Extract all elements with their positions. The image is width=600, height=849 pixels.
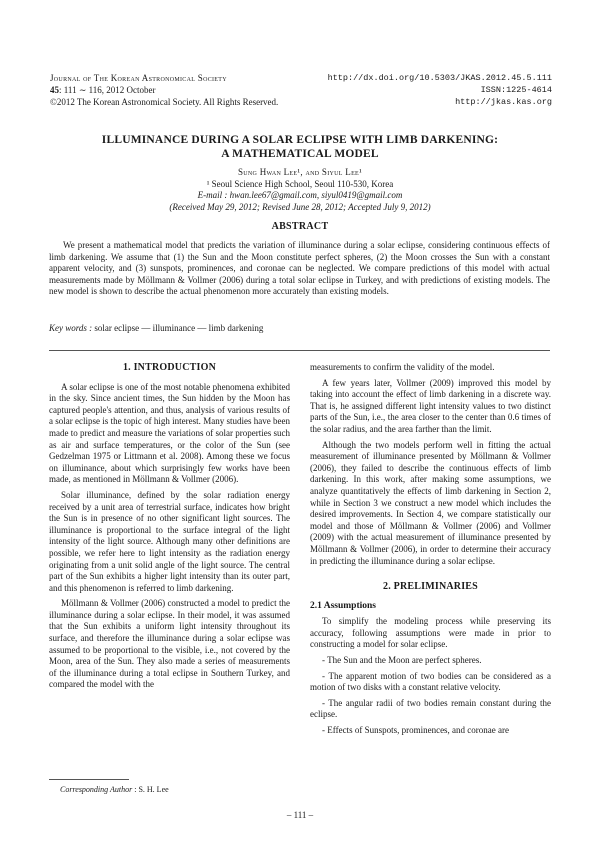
author-block: [40, 167, 560, 213]
footnote-text: : S. H. Lee: [134, 785, 169, 794]
author-names: Sung Hwan Lee¹, and Siyul Lee¹: [237, 167, 363, 177]
keywords-label: Key words :: [49, 323, 93, 333]
volume-number: 45: [50, 85, 59, 95]
copyright-line: ©2012 The Korean Astronomical Society. All Rights Reserved.: [50, 97, 279, 107]
subsection-heading-assumptions: 2.1 Assumptions: [310, 600, 376, 611]
intro-paragraph-3: Möllmann & Vollmer (2006) constructed a model to predict the illuminance during a solar eclipse. In their model, it was assumed that the Sun exhibits a uniform light intensity throughout its surface, and therefore the illuminance during a solar eclipse was assumed to be proportional to the visible, i.e., not covered by the Moon, area of the Sun. They also made a series of measurements of the illuminance during a total eclipse in Southern Turkey, and compared the model with the: [49, 598, 290, 690]
assumption-item: - The Sun and the Moon are perfect spheres.: [322, 655, 482, 666]
assumption-item: - Effects of Sunspots, prominences, and coronae are: [322, 725, 510, 736]
keywords: [49, 323, 550, 333]
intro-paragraph-5: A few years later, Vollmer (2009) improved this model by taking into account the effect of limb darkening in a discrete way. That is, he assigned different light intensity values to two distinct parts of the Sun, i.e., the area closer to the center than 0.6 times of the solar radius, and the area farther than the limit.: [310, 377, 551, 434]
intro-paragraph-6: Although the two models perform well in fitting the actual measurement of illuminance presented by Möllmann & Vollmer (2006), they failed to describe the continuous effects of limb darkening. In this work, after making some assumptions, we analyze quantitatively the effects of limb darkening in Section 2, while in Section 3 we construct a new model which includes the desired improvements. In Section 4, we compare statistically our model and those of Möllmann & Vollmer (2006) and Vollmer (2009) with the actual measurement of illuminance presented by Möllmann & Vollmer (2006), in order to determine their accuracy in predicting the illuminance during a solar eclipse.: [310, 439, 551, 566]
doi-link[interactable]: http://dx.doi.org/10.5303/JKAS.2012.45.5.111: [327, 73, 552, 83]
assumptions-intro: To simplify the modeling process while preserving its accuracy, following assumptions were made in prior to constructing a model for solar eclipse.: [310, 616, 551, 650]
journal-name: Journal of The Korean Astronomical Society: [50, 73, 227, 83]
title-line-1: ILLUMINANCE DURING A SOLAR ECLIPSE WITH LIMB DARKENING:: [101, 134, 499, 146]
journal-identifiers: [328, 72, 552, 108]
footnote-label: Corresponding Author: [60, 785, 133, 794]
volume-pages: : 111 ∼ 116, 2012 October: [59, 85, 156, 95]
email-line: E-mail : hwan.lee67@gmail.com, siyul0419@gmail.com: [197, 190, 403, 200]
section-heading-preliminaries: 2. PRELIMINARIES: [383, 581, 478, 593]
journal-header: [50, 72, 278, 108]
intro-paragraph-1: A solar eclipse is one of the most notable phenomena exhibited in the sky. Since ancient times, the Sun hidden by the Moon has captured people's attention, and thus, analysis of various results of a solar eclipse is the topic of high interest. Many studies have been made to predict and measure the variations of solar properties such as air and surface temperatures, or the color of the Sun (see Gedzelman 1975 or Littmann et al. 2008). Among these we focus on illuminance, about which surprisingly few works have been made, as mentioned in Möllmann & Vollmer (2006).: [49, 381, 290, 485]
keywords-text: solar eclipse — illuminance — limb darkening: [94, 323, 264, 333]
affiliation: ¹ Seoul Science High School, Seoul 110-530, Korea: [206, 178, 394, 189]
footnote: [60, 785, 169, 794]
page-number: – 111 –: [286, 810, 314, 820]
title-line-2: A MATHEMATICAL MODEL: [221, 148, 379, 160]
header-divider: [49, 350, 550, 351]
footnote-divider: [49, 779, 129, 780]
journal-volume: [50, 84, 278, 96]
assumption-item: - The angular radii of two bodies remain constant during the eclipse.: [310, 697, 551, 720]
left-column: [49, 362, 290, 695]
intro-paragraph-2: Solar illuminance, defined by the solar radiation energy received by a unit area of terrestrial surface, indicates how bright the Sun is in presence of no other significant light sources. The illuminance is proportional to the surface integral of the light intensity of the light source. Although many other definitions are possible, we refer here to light intensity as the radiation energy originating from a unit solid angle of the light source. The central part of the Sun exhibits a higher light intensity than its outer part, and this phenomenon is referred to limb darkening.: [49, 489, 290, 593]
abstract-text: We present a mathematical model that predicts the variation of illuminance during a solar eclipse, considering continuous effects of limb darkening. We assume that (1) the Sun and the Moon constitute perfect spheres, (2) the Moon crosses the Sun with a constant apparent velocity, and (3) sunspots, prominences, and coronae can be neglected. We compare predictions of this model with actual measurements made by Möllmann & Vollmer (2006) during a total solar eclipse in Turkey, and with predictions of existing models. The new model is shown to describe the actual phenomenon more accurately than existing models.: [49, 240, 550, 297]
abstract-heading: ABSTRACT: [271, 221, 329, 232]
assumption-item: - The apparent motion of two bodies can be considered as a motion of two disks with a constant relative velocity.: [310, 670, 551, 693]
paper-title: [40, 133, 560, 161]
section-heading-introduction: 1. INTRODUCTION: [122, 362, 216, 373]
right-column: [310, 362, 551, 741]
issn: ISSN:1225-4614: [480, 85, 552, 95]
received-dates: (Received May 29, 2012; Revised June 28, 2012; Accepted July 9, 2012): [169, 201, 431, 212]
intro-paragraph-4: measurements to confirm the validity of the model.: [310, 362, 495, 372]
journal-url[interactable]: http://jkas.kas.org: [455, 97, 552, 107]
